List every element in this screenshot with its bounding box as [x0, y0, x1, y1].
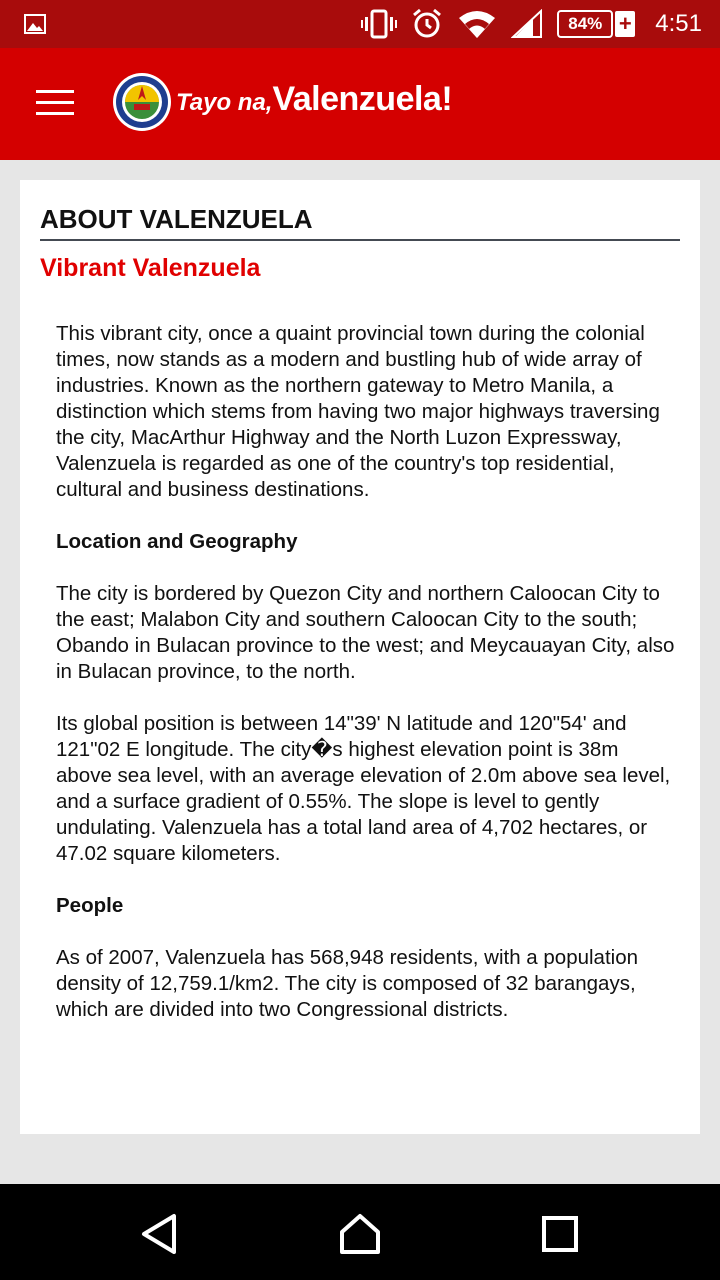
alarm-icon [411, 8, 443, 40]
intro-paragraph: This vibrant city, once a quaint provincial town during the colonial times, now stands as a modern and bustling hub of wide array of industries. Known as the northern gateway to Metro Manila, a distinction which stems from having two major highways traversing the city, MacArthur Highway and the North Luzon Expressway, Valenzuela is regarded as one of the country's top residential, cultural and business destinations. [56, 322, 660, 501]
menu-icon[interactable] [30, 84, 82, 124]
wifi-icon [457, 8, 497, 40]
brand-prefix: Tayo na, [176, 89, 273, 116]
back-icon[interactable] [138, 1212, 182, 1256]
charging-icon: + [615, 11, 635, 37]
content-card [20, 180, 700, 1134]
city-seal-logo [112, 72, 172, 132]
app-bar [0, 48, 720, 160]
app-brand [176, 80, 452, 119]
article-body [56, 321, 676, 1049]
location-heading: Location and Geography [56, 530, 298, 553]
home-icon[interactable] [338, 1212, 382, 1256]
navigation-bar [0, 1184, 720, 1280]
vibrate-icon [361, 9, 397, 39]
signal-icon [511, 9, 543, 39]
battery-icon [557, 10, 613, 38]
location-paragraph: The city is bordered by Quezon City and northern Caloocan City to the east; Malabon City and southern Caloocan City to the south; Obando in Bulacan province to the west; and Meycauayan City, also in Bulacan province, to the north. [56, 582, 675, 683]
clock: 4:51 [655, 10, 702, 37]
brand-name: Valenzuela! [272, 80, 453, 118]
status-icons [361, 0, 702, 48]
page-subtitle: Vibrant Valenzuela [40, 254, 261, 282]
battery-level: 84% [568, 14, 603, 33]
status-bar [0, 0, 720, 48]
people-heading: People [56, 894, 124, 917]
page-title: ABOUT VALENZUELA [40, 204, 680, 241]
recents-icon[interactable] [538, 1212, 582, 1256]
geography-paragraph: Its global position is between 14"39' N latitude and 120"54' and 121"02 E longitude. The city�s highest elevation point is 38m above sea level, with an average elevation of 2.0m above sea level, and a surface gradient of 0.55%. The slope is level to gently undulating. Valenzuela has a total land area of 4,702 hectares, or 47.02 square kilometers. [56, 712, 671, 865]
gallery-icon [24, 14, 46, 34]
people-paragraph: As of 2007, Valenzuela has 568,948 residents, with a population density of 12,759.1/km2. The city is composed of 32 barangays, which are divided into two Congressional districts. [56, 946, 638, 1021]
